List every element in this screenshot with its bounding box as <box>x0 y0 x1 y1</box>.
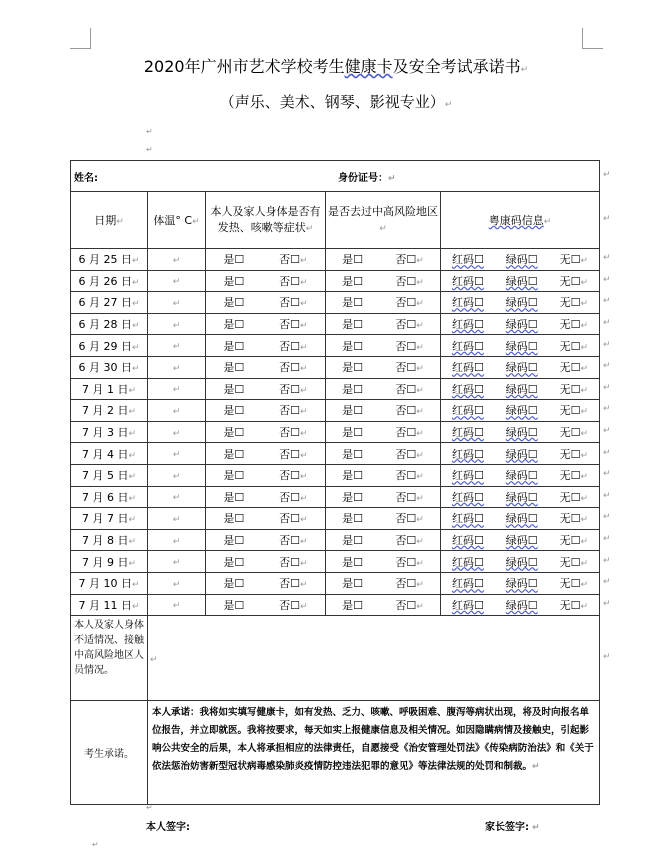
health-code-cell <box>441 551 600 573</box>
health-code-header: 粤康码信息↵ <box>441 192 600 249</box>
symptoms-yes-checkbox[interactable]: 是☐ <box>223 534 245 548</box>
date-row <box>71 378 600 400</box>
health-code-cell <box>441 378 600 400</box>
no-code-checkbox[interactable]: 无☐↵ <box>559 339 589 353</box>
temperature-cell[interactable]: ↵ <box>148 486 206 508</box>
symptoms-cell <box>206 400 326 422</box>
temperature-cell[interactable]: ↵ <box>148 249 206 271</box>
risk-yes-checkbox[interactable]: 是☐ <box>342 339 364 353</box>
document-subtitle: （声乐、美术、钢琴、影视专业）↵ <box>219 93 453 111</box>
symptoms-header: 本人及家人身体是否有发热、咳嗽等症状↵ <box>206 192 326 249</box>
symptoms-yes-checkbox[interactable]: 是☐ <box>223 577 245 591</box>
risk-no-checkbox[interactable]: 否☐↵ <box>395 555 424 569</box>
symptoms-yes-checkbox[interactable]: 是☐ <box>223 253 245 267</box>
symptoms-cell <box>206 464 326 486</box>
red-code-checkbox[interactable]: 红码☐ <box>451 598 484 612</box>
promise-text: 本人承诺：我将如实填写健康卡，如有发热、乏力、咳嗽、呼吸困难、腹泻等病状出现，将及时向报名单位报告，并立即就医。我将按要求，每天如实上报健康信息及相关情况。如因隐瞒病情及接触史，引起影响公共安全的后果，本人将承担相应的法律责任，自愿接受《治安管理处罚法》《传染病防治法》和《关于依法惩治妨害新型冠状病毒感染肺炎疫情防控违法犯罪的意见》等法律法规的处罚和制裁。↵ <box>148 701 600 805</box>
row-end-mark: ↵ <box>603 339 611 350</box>
risk-no-checkbox[interactable]: 否☐↵ <box>395 512 424 526</box>
no-code-checkbox[interactable]: 无☐↵ <box>559 577 589 591</box>
risk-no-checkbox[interactable]: 否☐↵ <box>395 598 424 612</box>
red-code-checkbox[interactable]: 红码☐ <box>451 490 484 504</box>
date-row <box>71 356 600 378</box>
risk-area-cell <box>326 313 441 335</box>
green-code-checkbox[interactable]: 绿码☐ <box>505 577 538 591</box>
temperature-cell[interactable]: ↵ <box>148 594 206 616</box>
symptoms-no-checkbox[interactable]: 否☐↵ <box>279 382 308 396</box>
health-code-cell <box>441 249 600 271</box>
row-end-mark: ↵ <box>603 534 611 545</box>
symptoms-no-checkbox[interactable]: 否☐↵ <box>279 577 308 591</box>
remarks-input[interactable]: ↵ <box>148 616 600 701</box>
symptoms-cell <box>206 572 326 594</box>
row-end-mark: ↵ <box>603 577 611 588</box>
temperature-header: 体温° C↵ <box>148 192 206 249</box>
temperature-cell[interactable]: ↵ <box>148 400 206 422</box>
temperature-cell[interactable]: ↵ <box>148 270 206 292</box>
risk-yes-checkbox[interactable]: 是☐ <box>342 253 364 267</box>
risk-area-cell <box>326 249 441 271</box>
risk-yes-checkbox[interactable]: 是☐ <box>342 274 364 288</box>
symptoms-cell <box>206 335 326 357</box>
green-code-checkbox[interactable]: 绿码☐ <box>505 469 538 483</box>
no-code-checkbox[interactable]: 无☐↵ <box>559 318 589 332</box>
parent-signature-label[interactable]: 家长签字: ↵ <box>485 822 540 833</box>
risk-area-cell <box>326 486 441 508</box>
risk-no-checkbox[interactable]: 否☐↵ <box>395 469 424 483</box>
green-code-checkbox[interactable]: 绿码☐ <box>505 490 538 504</box>
health-code-cell <box>441 270 600 292</box>
symptoms-no-checkbox[interactable]: 否☐↵ <box>279 318 308 332</box>
row-end-mark: ↵ <box>603 469 611 480</box>
no-code-checkbox[interactable]: 无☐↵ <box>559 534 589 548</box>
red-code-checkbox[interactable]: 红码☐ <box>451 512 484 526</box>
red-code-checkbox[interactable]: 红码☐ <box>451 339 484 353</box>
no-code-checkbox[interactable]: 无☐↵ <box>559 296 589 310</box>
green-code-checkbox[interactable]: 绿码☐ <box>505 318 538 332</box>
date-cell: 7 月 2 日↵ <box>71 400 148 422</box>
id-number-label: 身份证号： <box>338 172 388 184</box>
risk-yes-checkbox[interactable]: 是☐ <box>342 469 364 483</box>
symptoms-cell <box>206 249 326 271</box>
date-row <box>71 464 600 486</box>
date-row <box>71 594 600 616</box>
red-code-checkbox[interactable]: 红码☐ <box>451 404 484 418</box>
risk-area-cell <box>326 400 441 422</box>
date-cell: 6 月 25 日↵ <box>71 249 148 271</box>
symptoms-cell <box>206 313 326 335</box>
health-code-cell <box>441 529 600 551</box>
risk-area-cell <box>326 378 441 400</box>
date-row <box>71 551 600 573</box>
symptoms-yes-checkbox[interactable]: 是☐ <box>223 512 245 526</box>
temperature-cell[interactable]: ↵ <box>148 356 206 378</box>
date-row <box>71 249 600 271</box>
row-end-mark: ↵ <box>603 598 611 609</box>
symptoms-yes-checkbox[interactable]: 是☐ <box>223 339 245 353</box>
health-code-cell <box>441 464 600 486</box>
temperature-cell[interactable]: ↵ <box>148 529 206 551</box>
temperature-cell[interactable]: ↵ <box>148 443 206 465</box>
red-code-checkbox[interactable]: 红码☐ <box>451 318 484 332</box>
red-code-checkbox[interactable]: 红码☐ <box>451 253 484 267</box>
green-code-checkbox[interactable]: 绿码☐ <box>505 382 538 396</box>
risk-no-checkbox[interactable]: 否☐↵ <box>395 253 424 267</box>
risk-area-cell <box>326 335 441 357</box>
date-row <box>71 572 600 594</box>
date-header: 日期↵ <box>71 192 148 249</box>
symptoms-cell <box>206 378 326 400</box>
date-cell: 7 月 1 日↵ <box>71 378 148 400</box>
health-code-cell <box>441 313 600 335</box>
date-cell: 7 月 8 日↵ <box>71 529 148 551</box>
promise-label: 考生承诺。 <box>71 701 148 805</box>
student-signature-label[interactable]: 本人签字: <box>146 822 190 833</box>
temperature-cell[interactable]: ↵ <box>148 313 206 335</box>
date-cell: 6 月 29 日↵ <box>71 335 148 357</box>
risk-yes-checkbox[interactable]: 是☐ <box>342 361 364 375</box>
symptoms-yes-checkbox[interactable]: 是☐ <box>223 490 245 504</box>
green-code-checkbox[interactable]: 绿码☐ <box>505 274 538 288</box>
row-end-mark: ↵ <box>603 170 611 180</box>
risk-yes-checkbox[interactable]: 是☐ <box>342 318 364 332</box>
red-code-checkbox[interactable]: 红码☐ <box>451 296 484 310</box>
temperature-cell[interactable]: ↵ <box>148 572 206 594</box>
no-code-checkbox[interactable]: 无☐↵ <box>559 512 589 526</box>
row-end-mark: ↵ <box>603 426 611 437</box>
row-end-mark: ↵ <box>603 318 611 329</box>
risk-no-checkbox[interactable]: 否☐↵ <box>395 382 424 396</box>
row-end-mark: ↵ <box>603 652 611 663</box>
risk-area-cell <box>326 551 441 573</box>
red-code-checkbox[interactable]: 红码☐ <box>451 469 484 483</box>
row-end-mark: ↵ <box>603 361 611 372</box>
row-end-mark: ↵ <box>603 274 611 285</box>
row-end-mark: ↵ <box>603 404 611 415</box>
date-row <box>71 529 600 551</box>
symptoms-yes-checkbox[interactable]: 是☐ <box>223 274 245 288</box>
no-code-checkbox[interactable]: 无☐↵ <box>559 555 589 569</box>
date-cell: 7 月 10 日↵ <box>71 572 148 594</box>
red-code-checkbox[interactable]: 红码☐ <box>451 274 484 288</box>
risk-yes-checkbox[interactable]: 是☐ <box>342 512 364 526</box>
risk-no-checkbox[interactable]: 否☐↵ <box>395 534 424 548</box>
remarks-label: 本人及家人身体不适情况、接触中高风险地区人员情况。 <box>71 616 148 701</box>
symptoms-yes-checkbox[interactable]: 是☐ <box>223 598 245 612</box>
date-cell: 7 月 4 日↵ <box>71 443 148 465</box>
paragraph-mark: ↵ <box>146 803 153 812</box>
risk-yes-checkbox[interactable]: 是☐ <box>342 598 364 612</box>
health-code-cell <box>441 335 600 357</box>
symptoms-yes-checkbox[interactable]: 是☐ <box>223 469 245 483</box>
symptoms-no-checkbox[interactable]: 否☐↵ <box>279 512 308 526</box>
date-cell: 7 月 9 日↵ <box>71 551 148 573</box>
health-code-cell <box>441 572 600 594</box>
health-code-cell <box>441 292 600 314</box>
symptoms-cell <box>206 292 326 314</box>
symptoms-no-checkbox[interactable]: 否☐↵ <box>279 447 308 461</box>
date-cell: 6 月 30 日↵ <box>71 356 148 378</box>
symptoms-cell <box>206 443 326 465</box>
green-code-checkbox[interactable]: 绿码☐ <box>505 296 538 310</box>
risk-yes-checkbox[interactable]: 是☐ <box>342 296 364 310</box>
date-row <box>71 486 600 508</box>
symptoms-no-checkbox[interactable]: 否☐↵ <box>279 598 308 612</box>
date-cell: 7 月 5 日↵ <box>71 464 148 486</box>
risk-yes-checkbox[interactable]: 是☐ <box>342 490 364 504</box>
risk-area-cell <box>326 443 441 465</box>
symptoms-cell <box>206 421 326 443</box>
no-code-checkbox[interactable]: 无☐↵ <box>559 404 589 418</box>
risk-area-cell <box>326 508 441 530</box>
symptoms-yes-checkbox[interactable]: 是☐ <box>223 361 245 375</box>
symptoms-cell <box>206 486 326 508</box>
risk-no-checkbox[interactable]: 否☐↵ <box>395 339 424 353</box>
temperature-cell[interactable]: ↵ <box>148 508 206 530</box>
temperature-cell[interactable]: ↵ <box>148 551 206 573</box>
risk-area-cell <box>326 421 441 443</box>
risk-no-checkbox[interactable]: 否☐↵ <box>395 318 424 332</box>
risk-no-checkbox[interactable]: 否☐↵ <box>395 447 424 461</box>
date-cell: 7 月 7 日↵ <box>71 508 148 530</box>
no-code-checkbox[interactable]: 无☐↵ <box>559 382 589 396</box>
symptoms-cell <box>206 551 326 573</box>
no-code-checkbox[interactable]: 无☐↵ <box>559 253 589 267</box>
symptoms-yes-checkbox[interactable]: 是☐ <box>223 426 245 440</box>
date-row <box>71 335 600 357</box>
date-cell: 6 月 26 日↵ <box>71 270 148 292</box>
red-code-checkbox[interactable]: 红码☐ <box>451 361 484 375</box>
symptoms-no-checkbox[interactable]: 否☐↵ <box>279 339 308 353</box>
name-label: 姓名: <box>74 172 98 184</box>
date-row <box>71 400 600 422</box>
date-row <box>71 270 600 292</box>
risk-no-checkbox[interactable]: 否☐↵ <box>395 404 424 418</box>
health-code-cell <box>441 400 600 422</box>
green-code-checkbox[interactable]: 绿码☐ <box>505 598 538 612</box>
red-code-checkbox[interactable]: 红码☐ <box>451 555 484 569</box>
temperature-cell[interactable]: ↵ <box>148 421 206 443</box>
temperature-cell[interactable]: ↵ <box>148 464 206 486</box>
paragraph-mark: ↵ <box>92 840 99 849</box>
symptoms-yes-checkbox[interactable]: 是☐ <box>223 404 245 418</box>
symptoms-no-checkbox[interactable]: 否☐↵ <box>279 361 308 375</box>
symptoms-yes-checkbox[interactable]: 是☐ <box>223 382 245 396</box>
row-end-mark: ↵ <box>603 296 611 307</box>
symptoms-cell <box>206 270 326 292</box>
green-code-checkbox[interactable]: 绿码☐ <box>505 512 538 526</box>
no-code-checkbox[interactable]: 无☐↵ <box>559 426 589 440</box>
risk-area-cell <box>326 529 441 551</box>
symptoms-no-checkbox[interactable]: 否☐↵ <box>279 490 308 504</box>
risk-yes-checkbox[interactable]: 是☐ <box>342 577 364 591</box>
risk-no-checkbox[interactable]: 否☐↵ <box>395 577 424 591</box>
symptoms-cell <box>206 529 326 551</box>
green-code-checkbox[interactable]: 绿码☐ <box>505 339 538 353</box>
date-cell: 6 月 27 日↵ <box>71 292 148 314</box>
symptoms-no-checkbox[interactable]: 否☐↵ <box>279 296 308 310</box>
green-code-checkbox[interactable]: 绿码☐ <box>505 447 538 461</box>
row-end-mark: ↵ <box>603 214 611 224</box>
row-end-mark: ↵ <box>603 253 611 264</box>
health-code-cell <box>441 486 600 508</box>
risk-yes-checkbox[interactable]: 是☐ <box>342 404 364 418</box>
symptoms-yes-checkbox[interactable]: 是☐ <box>223 555 245 569</box>
no-code-checkbox[interactable]: 无☐↵ <box>559 469 589 483</box>
symptoms-yes-checkbox[interactable]: 是☐ <box>223 318 245 332</box>
row-end-mark: ↵ <box>603 382 611 393</box>
date-cell: 7 月 11 日↵ <box>71 594 148 616</box>
risk-area-cell <box>326 270 441 292</box>
date-row <box>71 313 600 335</box>
risk-area-cell <box>326 594 441 616</box>
risk-yes-checkbox[interactable]: 是☐ <box>342 447 364 461</box>
no-code-checkbox[interactable]: 无☐↵ <box>559 274 589 288</box>
red-code-checkbox[interactable]: 红码☐ <box>451 447 484 461</box>
date-row <box>71 508 600 530</box>
risk-area-cell <box>326 464 441 486</box>
document-title: 2020年广州市艺术学校考生健康卡及安全考试承诺书↵ <box>143 57 529 76</box>
row-end-mark: ↵ <box>603 512 611 523</box>
no-code-checkbox[interactable]: 无☐↵ <box>559 361 589 375</box>
risk-area-cell <box>326 292 441 314</box>
date-cell: 6 月 28 日↵ <box>71 313 148 335</box>
symptoms-yes-checkbox[interactable]: 是☐ <box>223 296 245 310</box>
health-code-cell <box>441 594 600 616</box>
temperature-cell[interactable]: ↵ <box>148 378 206 400</box>
symptoms-no-checkbox[interactable]: 否☐↵ <box>279 469 308 483</box>
risk-yes-checkbox[interactable]: 是☐ <box>342 382 364 396</box>
date-row <box>71 292 600 314</box>
symptoms-no-checkbox[interactable]: 否☐↵ <box>279 555 308 569</box>
health-code-cell <box>441 421 600 443</box>
crop-mark-top-right <box>582 28 603 49</box>
risk-area-cell <box>326 356 441 378</box>
symptoms-no-checkbox[interactable]: 否☐↵ <box>279 534 308 548</box>
green-code-checkbox[interactable]: 绿码☐ <box>505 404 538 418</box>
name-id-row[interactable]: 姓名: 身份证号：↵ <box>71 161 600 192</box>
date-cell: 7 月 6 日↵ <box>71 486 148 508</box>
symptoms-no-checkbox[interactable]: 否☐↵ <box>279 274 308 288</box>
health-code-cell <box>441 443 600 465</box>
red-code-checkbox[interactable]: 红码☐ <box>451 577 484 591</box>
row-end-mark: ↵ <box>603 555 611 566</box>
date-row <box>71 421 600 443</box>
row-end-mark: ↵ <box>603 447 611 458</box>
temperature-cell[interactable]: ↵ <box>148 335 206 357</box>
green-code-checkbox[interactable]: 绿码☐ <box>505 253 538 267</box>
risk-area-header: 是否去过中高风险地区↵ <box>326 192 441 249</box>
risk-no-checkbox[interactable]: 否☐↵ <box>395 296 424 310</box>
risk-no-checkbox[interactable]: 否☐↵ <box>395 361 424 375</box>
paragraph-mark: ↵ <box>146 145 153 154</box>
symptoms-cell <box>206 594 326 616</box>
risk-no-checkbox[interactable]: 否☐↵ <box>395 426 424 440</box>
red-code-checkbox[interactable]: 红码☐ <box>451 382 484 396</box>
green-code-checkbox[interactable]: 绿码☐ <box>505 361 538 375</box>
symptoms-cell <box>206 356 326 378</box>
red-code-checkbox[interactable]: 红码☐ <box>451 534 484 548</box>
crop-mark-top-left <box>70 28 91 49</box>
risk-yes-checkbox[interactable]: 是☐ <box>342 426 364 440</box>
symptoms-no-checkbox[interactable]: 否☐↵ <box>279 404 308 418</box>
health-code-cell <box>441 356 600 378</box>
symptoms-yes-checkbox[interactable]: 是☐ <box>223 447 245 461</box>
green-code-checkbox[interactable]: 绿码☐ <box>505 534 538 548</box>
risk-yes-checkbox[interactable]: 是☐ <box>342 534 364 548</box>
risk-no-checkbox[interactable]: 否☐↵ <box>395 274 424 288</box>
no-code-checkbox[interactable]: 无☐↵ <box>559 447 589 461</box>
symptoms-no-checkbox[interactable]: 否☐↵ <box>279 253 308 267</box>
temperature-cell[interactable]: ↵ <box>148 292 206 314</box>
date-row <box>71 443 600 465</box>
risk-no-checkbox[interactable]: 否☐↵ <box>395 490 424 504</box>
risk-yes-checkbox[interactable]: 是☐ <box>342 555 364 569</box>
green-code-checkbox[interactable]: 绿码☐ <box>505 555 538 569</box>
health-code-cell <box>441 508 600 530</box>
no-code-checkbox[interactable]: 无☐↵ <box>559 490 589 504</box>
symptoms-cell <box>206 508 326 530</box>
red-code-checkbox[interactable]: 红码☐ <box>451 426 484 440</box>
row-end-mark: ↵ <box>603 490 611 501</box>
paragraph-mark: ↵ <box>146 127 153 136</box>
date-cell: 7 月 3 日↵ <box>71 421 148 443</box>
symptoms-no-checkbox[interactable]: 否☐↵ <box>279 426 308 440</box>
risk-area-cell <box>326 572 441 594</box>
no-code-checkbox[interactable]: 无☐↵ <box>559 598 589 612</box>
health-card-table <box>70 160 600 805</box>
green-code-checkbox[interactable]: 绿码☐ <box>505 426 538 440</box>
